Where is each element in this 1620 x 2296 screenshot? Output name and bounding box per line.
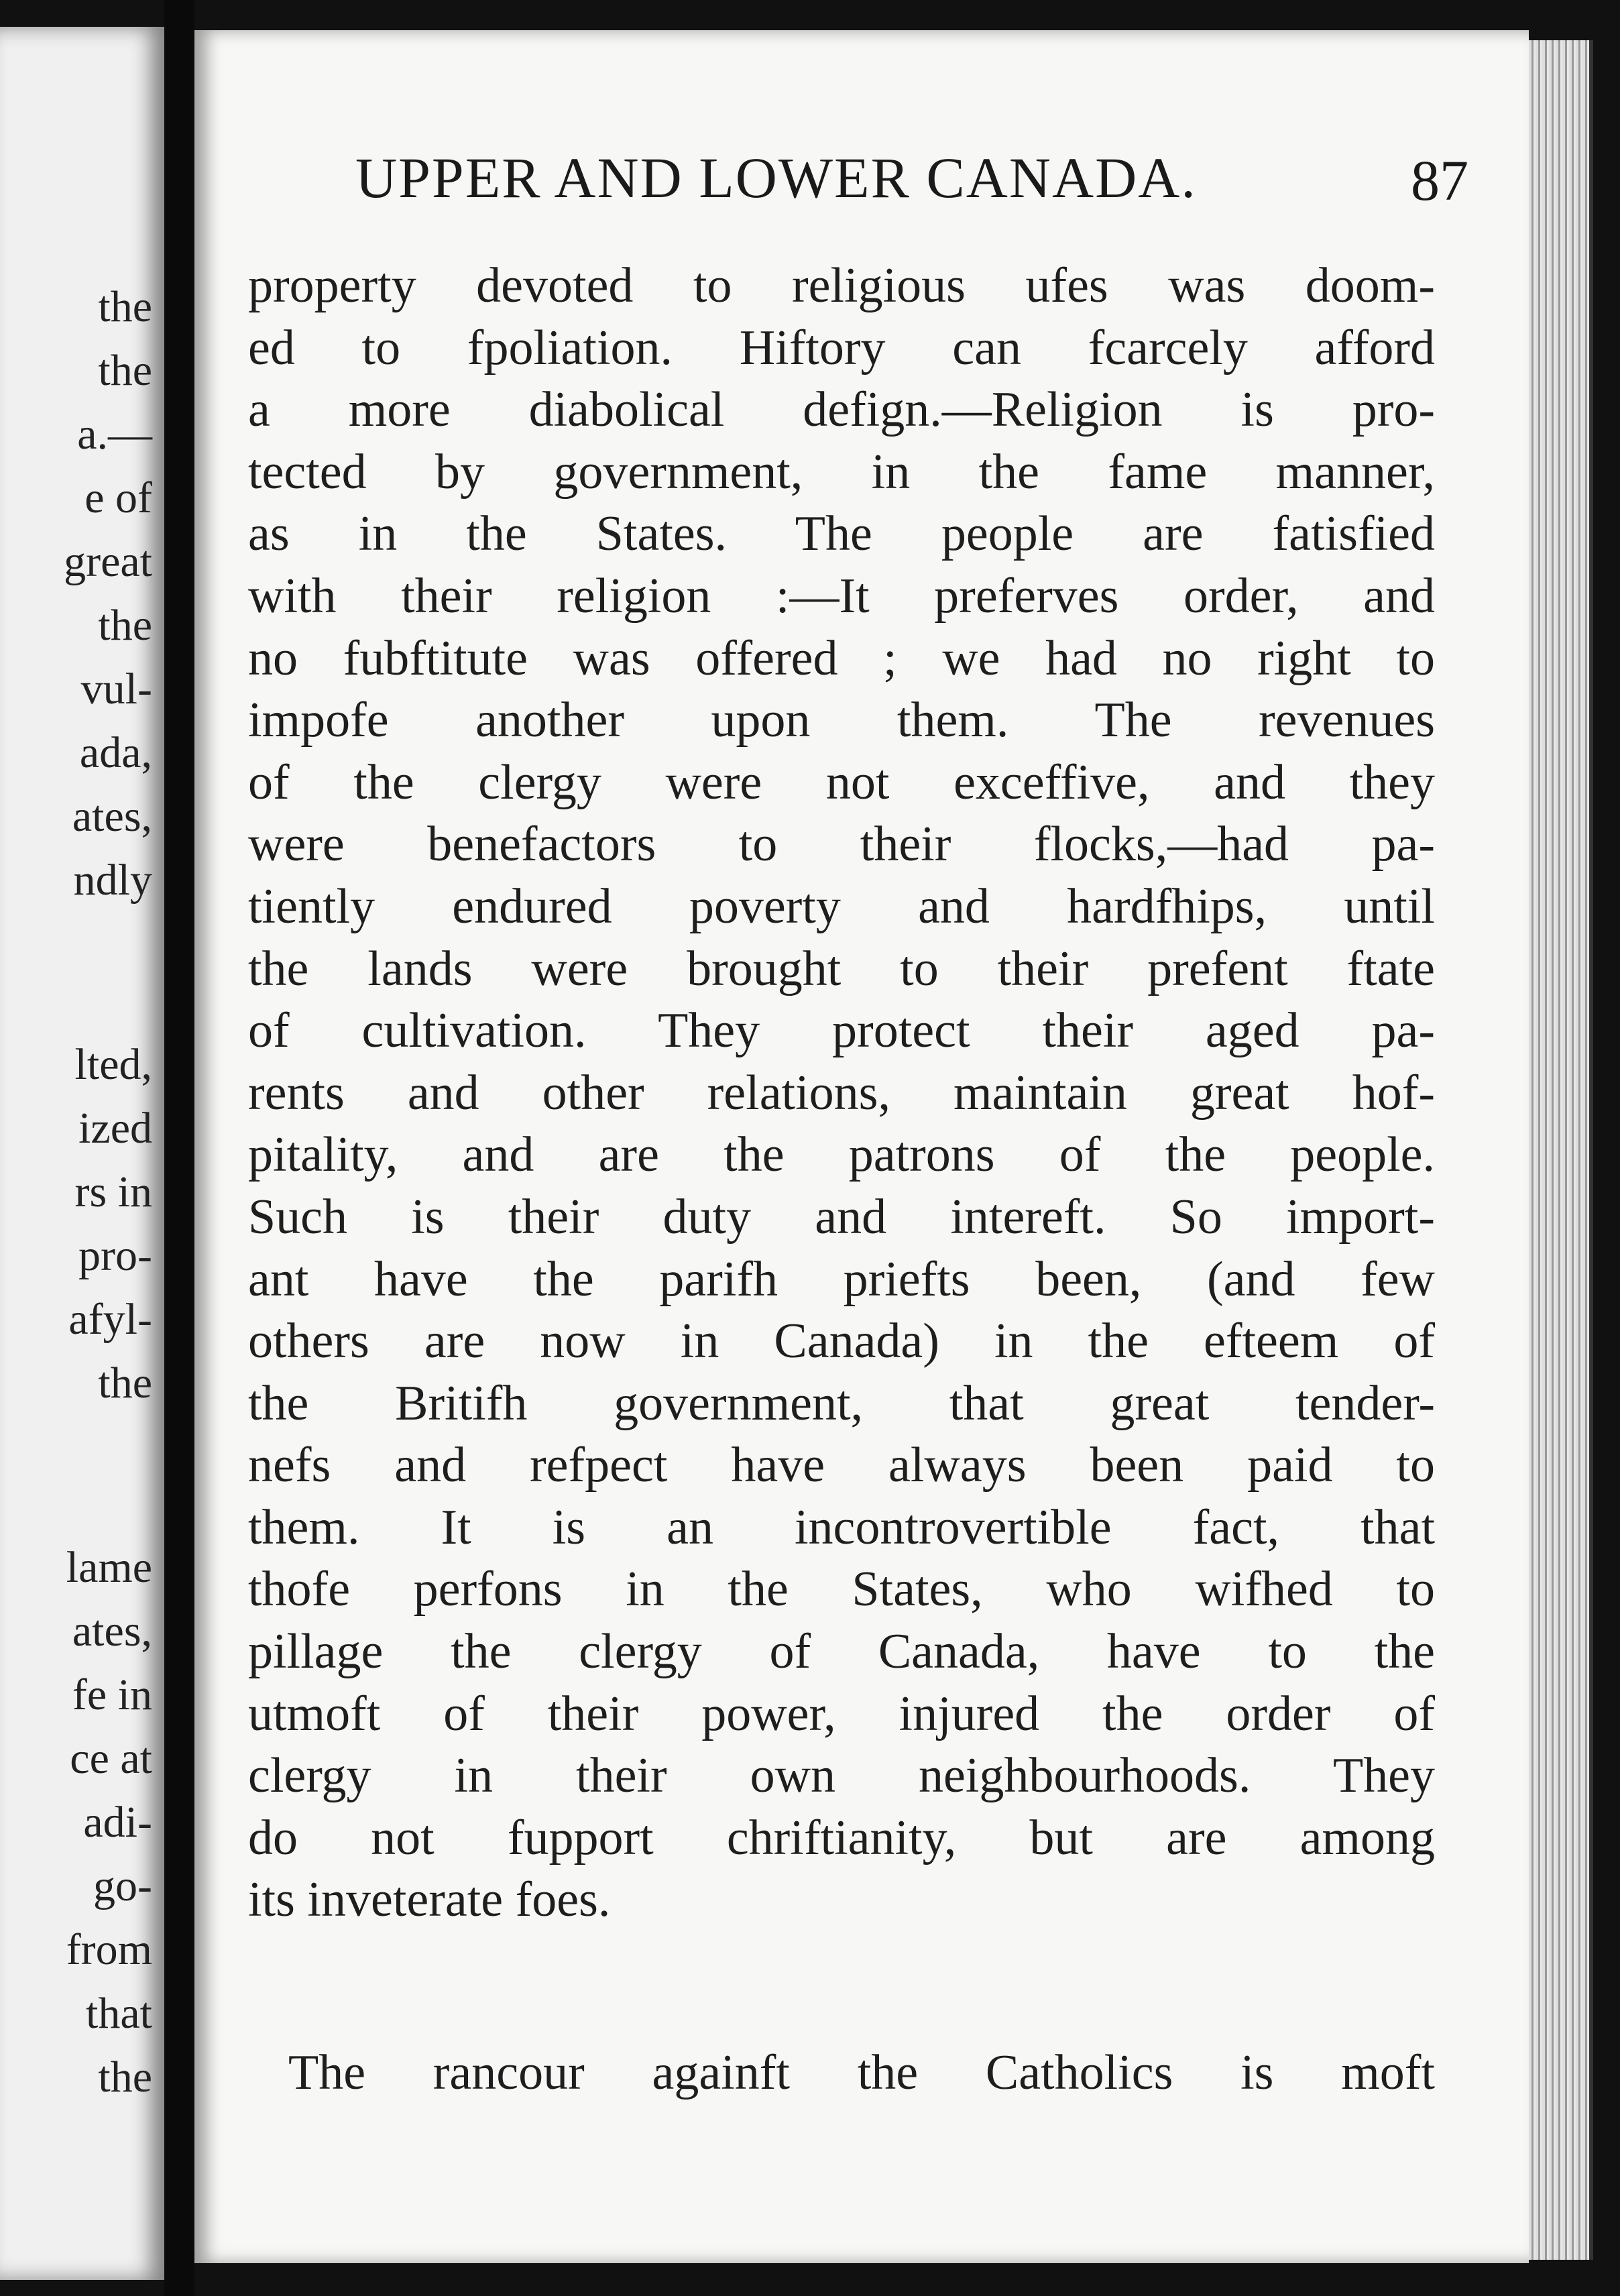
left-page	[0, 27, 164, 2280]
left-page-line: ates,	[72, 792, 152, 841]
text-line: of the clergy were not exceffive, and they	[248, 754, 1435, 810]
text-line: as in the States. The people are fatisfied	[248, 506, 1435, 562]
text-line: pitality, and are the patrons of the people.	[248, 1127, 1435, 1183]
left-page-line: ada,	[79, 728, 152, 777]
left-page-line: the	[98, 2053, 152, 2102]
left-page-line: vul-	[80, 665, 152, 713]
text-line: impofe another upon them. The revenues	[248, 693, 1435, 748]
left-page-line: the	[98, 346, 152, 395]
right-page	[194, 30, 1529, 2263]
text-line: thofe perfons in the States, who wifhed to	[248, 1562, 1435, 1617]
text-line: ed to fpoliation. Hiftory can fcarcely afford	[248, 320, 1435, 376]
left-page-line: the	[98, 1359, 152, 1408]
text-line: others are now in Canada) in the efteem of	[248, 1314, 1435, 1369]
left-page-line: ndly	[73, 856, 152, 905]
left-page-line: rs in	[74, 1167, 152, 1216]
text-line: Such is their duty and intereft. So import-	[248, 1189, 1435, 1245]
text-line: a more diabolical defign.—Religion is pro-	[248, 382, 1435, 438]
book-gutter	[164, 0, 194, 2296]
left-page-line: lted,	[74, 1040, 152, 1089]
text-line: tected by government, in the fame manner,	[248, 444, 1435, 500]
left-page-line: the	[98, 601, 152, 650]
text-line: nefs and refpect have always been paid to	[248, 1438, 1435, 1493]
text-line: the Britifh government, that great tender-	[248, 1375, 1435, 1431]
left-page-line: e of	[84, 473, 152, 522]
page-edges	[1529, 40, 1593, 2260]
left-page-line: afyl-	[68, 1295, 152, 1344]
left-page-line: ce at	[70, 1734, 152, 1783]
text-line: its inveterate foes.	[248, 1872, 611, 1928]
text-line: the lands were brought to their prefent ftate	[248, 941, 1435, 996]
text-line: ant have the parifh priefts been, (and few	[248, 1251, 1435, 1307]
left-page-line: that	[86, 1989, 152, 2038]
left-page-line: ized	[78, 1104, 152, 1153]
text-line: clergy in their own neighbourhoods. They	[248, 1748, 1435, 1804]
left-page-line: lame	[66, 1543, 152, 1592]
page-header	[329, 144, 1482, 225]
paragraph-1	[248, 255, 1435, 1931]
left-page-line: adi-	[83, 1798, 152, 1847]
left-page-line: from	[66, 1925, 152, 1974]
left-page-line: ates,	[72, 1607, 152, 1656]
text-line: them. It is an incontrovertible fact, that	[248, 1499, 1435, 1555]
text-line: property devoted to religious ufes was doom-	[248, 258, 1435, 313]
text-line: rents and other relations, maintain great hof-	[248, 1065, 1435, 1121]
running-head: UPPER AND LOWER CANADA.	[355, 146, 1197, 210]
left-page-line: great	[64, 537, 152, 586]
text-line: were benefactors to their flocks,—had pa-	[248, 817, 1435, 872]
page-number: 87	[1411, 148, 1468, 213]
paragraph-2	[288, 2042, 1435, 2104]
left-page-line: go-	[93, 1861, 152, 1910]
left-page-line: pro-	[78, 1231, 152, 1280]
text-line: with their religion :—It preferves order, and	[248, 568, 1435, 624]
text-line: no fubftitute was offered ; we had no right to	[248, 630, 1435, 686]
text-line: of cultivation. They protect their aged pa-	[248, 1003, 1435, 1059]
left-page-line: fe in	[72, 1670, 152, 1719]
text-line: do not fupport chriftianity, but are among	[248, 1810, 1435, 1866]
text-line: pillage the clergy of Canada, have to the	[248, 1624, 1435, 1680]
text-line: utmoft of their power, injured the order of	[248, 1686, 1435, 1741]
left-page-line: a.—	[77, 410, 152, 459]
text-line: The rancour againft the Catholics is moft	[288, 2045, 1435, 2100]
text-line: tiently endured poverty and hardfhips, until	[248, 878, 1435, 934]
left-page-line: the	[98, 282, 152, 331]
